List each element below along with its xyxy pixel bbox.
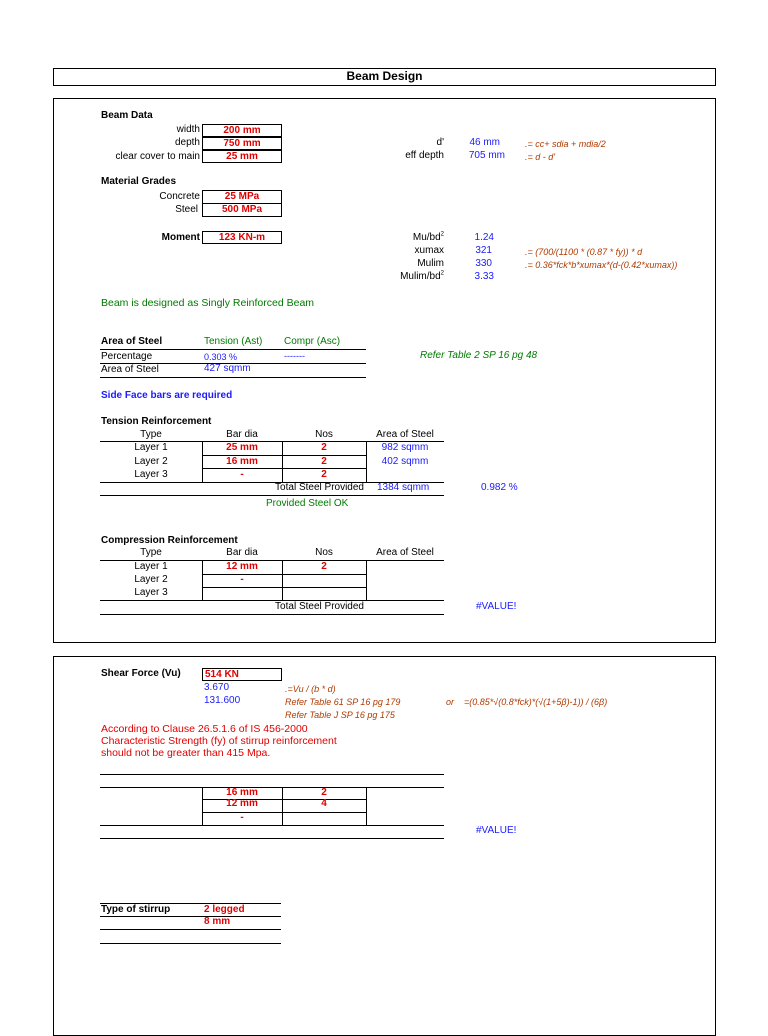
divider <box>100 825 444 826</box>
xumax-value: 321 <box>475 245 492 256</box>
effdepth-formula: .= d - d' <box>525 152 555 162</box>
material-heading: Material Grades <box>101 176 177 187</box>
xumax-formula: .= (700/(1100 * (0.87 * fy)) * d <box>525 247 643 257</box>
moment-input[interactable]: 123 KN-m <box>202 231 282 244</box>
mulim-label: Mulim <box>417 258 444 269</box>
divider <box>202 787 203 825</box>
pct-compr: ------- <box>284 351 305 361</box>
mulimbd-value: 3.33 <box>474 271 494 282</box>
tension-row2-nos[interactable]: 2 <box>321 456 327 467</box>
shear-bar1-nos[interactable]: 2 <box>321 787 327 798</box>
shear-input[interactable]: 514 KN <box>202 668 282 681</box>
divider <box>202 560 203 600</box>
tension-col-type: Type <box>140 429 162 440</box>
tension-row2-dia[interactable]: 16 mm <box>226 456 258 467</box>
dprime-label: d' <box>436 137 444 148</box>
shear-ref2: Refer Table J SP 16 pg 175 <box>285 710 395 720</box>
mulim-formula: .= 0.36*fck*b*xumax*(d-(0.42*xumax)) <box>525 260 678 270</box>
divider <box>100 916 281 917</box>
mulim-value: 330 <box>475 258 492 269</box>
divider <box>366 560 367 600</box>
dprime-formula: .= cc+ sdia + mdia/2 <box>525 139 606 149</box>
side-face-message: Side Face bars are required <box>101 390 233 401</box>
divider <box>100 774 444 775</box>
mubd-sup: 2 <box>440 231 444 238</box>
tension-col-nos: Nos <box>315 429 333 440</box>
width-input[interactable]: 200 mm <box>202 124 282 137</box>
divider <box>202 587 366 588</box>
cover-label: clear cover to main <box>115 151 200 162</box>
compr-row3-type: Layer 3 <box>134 587 168 598</box>
divider <box>366 441 367 482</box>
area-label: Area of Steel <box>101 364 159 375</box>
shear-value2: 131.600 <box>204 695 241 706</box>
area-steel-heading: Area of Steel <box>101 336 163 347</box>
tension-row2-type: Layer 2 <box>134 456 168 467</box>
compr-col-nos: Nos <box>315 547 333 558</box>
divider <box>282 441 283 482</box>
concrete-input[interactable]: 25 MPa <box>202 190 282 204</box>
mubd-value: 1.24 <box>474 232 494 243</box>
tension-total-pct: 0.982 % <box>481 482 518 493</box>
steel-input[interactable]: 500 MPa <box>202 203 282 217</box>
compr-row1-dia[interactable]: 12 mm <box>226 561 258 572</box>
compr-col-type: Type <box>140 547 162 558</box>
tension-header: Tension (Ast) <box>204 336 263 347</box>
beam-data-heading: Beam Data <box>101 110 153 121</box>
tension-row1-area: 982 sqmm <box>381 442 429 453</box>
compr-col-area: Area of Steel <box>376 547 434 558</box>
tension-total-label: Total Steel Provided <box>275 482 364 493</box>
steel-label: Steel <box>175 204 198 215</box>
clause-line-3: should not be greater than 415 Mpa. <box>101 747 271 759</box>
moment-label: Moment <box>161 232 200 243</box>
shear-label: Shear Force (Vu) <box>101 668 181 679</box>
shear-formula2: =(0.85*√(0.8*fck)*(√(1+5β)-1)) / (6β) <box>464 697 608 707</box>
pct-label: Percentage <box>101 351 153 362</box>
mubd-label <box>380 232 444 244</box>
shear-ref1: Refer Table 61 SP 16 pg 179 <box>285 697 401 707</box>
design-message: Beam is designed as Singly Reinforced Beam <box>101 297 315 309</box>
compr-row2-type: Layer 2 <box>134 574 168 585</box>
shear-bar3-dia[interactable]: - <box>240 812 244 823</box>
compr-header: Compr (Asc) <box>284 336 341 347</box>
shear-bar2-nos[interactable]: 4 <box>321 798 327 809</box>
shear-or: or <box>446 697 455 707</box>
clause-line-1: According to Clause 26.5.1.6 of IS 456-2000 <box>101 723 308 735</box>
concrete-label: Concrete <box>159 191 200 202</box>
mulimbd-label <box>380 271 444 283</box>
tension-row2-area: 402 sqmm <box>381 456 429 467</box>
compr-total-value: #VALUE! <box>476 601 517 612</box>
divider <box>282 787 283 825</box>
mulimbd-sup: 2 <box>440 270 444 277</box>
tension-col-area: Area of Steel <box>376 429 434 440</box>
page-title: Beam Design <box>346 69 423 83</box>
xumax-label: xumax <box>414 245 444 256</box>
shear-bar1-dia[interactable]: 16 mm <box>226 787 258 798</box>
divider <box>100 838 444 839</box>
tension-col-dia: Bar dia <box>226 429 258 440</box>
divider <box>100 377 366 378</box>
depth-label: depth <box>174 137 200 148</box>
tension-row1-type: Layer 1 <box>134 442 168 453</box>
tension-row1-dia[interactable]: 25 mm <box>226 442 258 453</box>
dprime-value: 46 mm <box>469 137 500 148</box>
mubd-text: Mu/bd <box>412 232 441 243</box>
tension-row3-dia[interactable]: - <box>240 469 244 480</box>
divider <box>366 787 367 825</box>
clause-line-2: Characteristic Strength (fy) of stirrup reinforcement <box>101 735 337 747</box>
area-reference: Refer Table 2 SP 16 pg 48 <box>420 350 538 361</box>
stirrup-label: Type of stirrup <box>101 904 171 915</box>
stirrup-type[interactable]: 2 legged <box>204 904 245 915</box>
tension-total-value: 1384 sqmm <box>377 482 430 493</box>
pct-tension: 0.303 % <box>204 352 238 362</box>
compr-row1-nos[interactable]: 2 <box>321 561 327 572</box>
stirrup-dia[interactable]: 8 mm <box>204 916 231 927</box>
width-label: width <box>176 124 200 135</box>
tension-row1-nos[interactable]: 2 <box>321 442 327 453</box>
compr-row1-type: Layer 1 <box>134 561 168 572</box>
tau-formula: .=Vu / (b * d) <box>285 684 336 694</box>
area-tension: 427 sqmm <box>204 363 251 374</box>
divider <box>100 614 444 615</box>
divider <box>100 929 281 930</box>
compr-total-label: Total Steel Provided <box>275 601 364 612</box>
compr-col-dia: Bar dia <box>226 547 258 558</box>
tau-value: 3.670 <box>204 682 230 693</box>
effdepth-label: eff depth <box>405 150 444 161</box>
divider <box>100 495 444 496</box>
shear-bar2-dia[interactable]: 12 mm <box>226 798 258 809</box>
tension-row3-nos[interactable]: 2 <box>321 469 327 480</box>
divider <box>202 441 203 482</box>
compr-row2-dia[interactable]: - <box>240 574 244 585</box>
divider <box>100 943 281 944</box>
cover-input[interactable]: 25 mm <box>202 150 282 163</box>
mulimbd-text: Mulim/bd <box>400 271 441 282</box>
depth-input[interactable]: 750 mm <box>202 137 282 150</box>
tension-row3-type: Layer 3 <box>134 469 168 480</box>
divider <box>282 560 283 600</box>
shear-error-value: #VALUE! <box>476 825 517 836</box>
steel-ok-message: Provided Steel OK <box>266 498 349 509</box>
tension-reinf-heading: Tension Reinforcement <box>101 416 212 427</box>
compr-reinf-heading: Compression Reinforcement <box>101 535 238 546</box>
effdepth-value: 705 mm <box>468 150 505 161</box>
divider <box>100 349 366 350</box>
